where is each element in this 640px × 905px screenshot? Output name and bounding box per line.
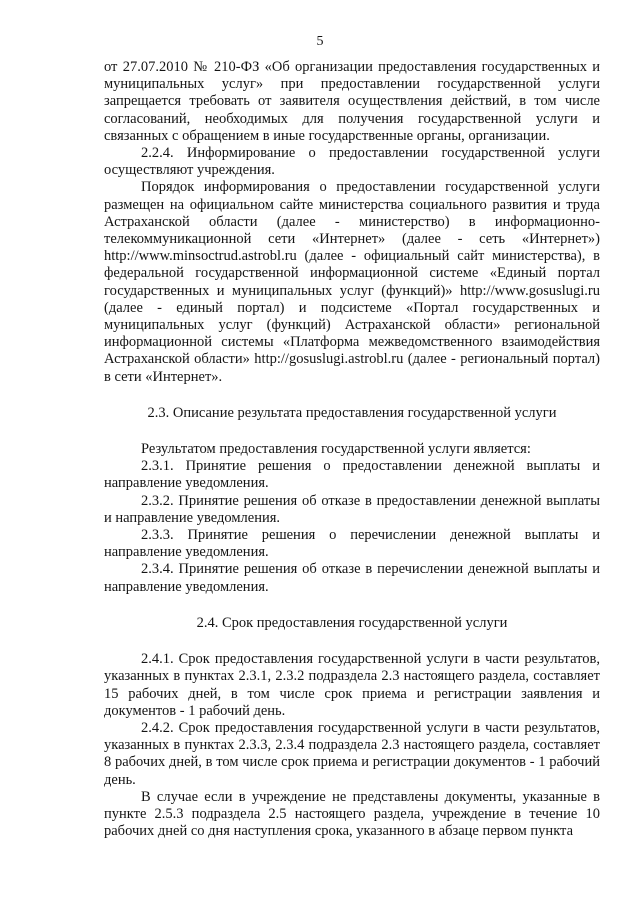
paragraph-2-3-1: 2.3.1. Принятие решения о предоставлении денежной выплаты и направление уведомления. (104, 458, 600, 492)
document-body (104, 59, 600, 840)
paragraph-result-intro: Результатом предоставления государственной услуги является: (141, 441, 531, 458)
paragraph-missing-documents: В случае если в учреждение не представлены документы, указанные в пункте 2.5.3 подраздела 2.5 настоящего раздела, учреждение в течение 10 рабочих дней со дня наступления срока, указанного в абзаце первом пункта (104, 788, 600, 840)
paragraph-2-4-2: 2.4.2. Срок предоставления государственной услуги в части результатов, указанных в пунктах 2.3.3, 2.3.4 подраздела 2.3 настоящего раздела, составляет 8 рабочих дней, в том числе срок приема и регистрации документов - 1 рабочий день. (104, 719, 600, 788)
page-number: 5 (316, 34, 324, 49)
paragraph-2-2-4: 2.2.4. Информирование о предоставлении государственной услуги осуществляют учреждения. (104, 145, 600, 179)
heading-2-3: 2.3. Описание результата предоставления государственной услуги (147, 404, 557, 421)
paragraph-2-3-3: 2.3.3. Принятие решения о перечислении денежной выплаты и направление уведомления. (104, 527, 600, 561)
paragraph-prohibition: от 27.07.2010 № 210-ФЗ «Об организации предоставления государственных и муниципальных услуг» при предоставлении государственной услуги запрещается требовать от заявителя осуществления действий, в том числе согласований, необходимых для получения государственной услуги и связанных с обращением в иные государственные органы, организации. (104, 59, 600, 144)
heading-2-4: 2.4. Срок предоставления государственной услуги (196, 614, 508, 631)
paragraph-2-3-2: 2.3.2. Принятие решения об отказе в предоставлении денежной выплаты и направление уведомления. (104, 492, 600, 526)
paragraph-information-procedure: Порядок информирования о предоставлении государственной услуги размещен на официальном сайте министерства социального развития и труда Астраханской области (далее - министерство) в информационно-телекоммуникационной сети «Интернет» (далее - сеть «Интернет») http://www.minsoctrud.astrobl.ru (далее - официальный сайт министерства), в федеральной государственной информационной системе «Единый портал государственных и муниципальных услуг (функций)» http://www.gosuslugi.ru (далее - единый портал) и подсистеме «Портал государственных и муниципальных услуг (функций) Астраханской области» региональной информационной системы «Платформа межведомственного взаимодействия Астраханской области» http://gosuslugi.astrobl.ru (далее - региональный портал) в сети «Интернет». (104, 179, 600, 385)
paragraph-2-4-1: 2.4.1. Срок предоставления государственной услуги в части результатов, указанных в пунктах 2.3.1, 2.3.2 подраздела 2.3 настоящего раздела, составляет 15 рабочих дней, в том числе срок приема и регистрации заявления и документов - 1 рабочий день. (104, 651, 600, 719)
paragraph-2-3-4: 2.3.4. Принятие решения об отказе в перечислении денежной выплаты и направление уведомления. (104, 561, 600, 595)
